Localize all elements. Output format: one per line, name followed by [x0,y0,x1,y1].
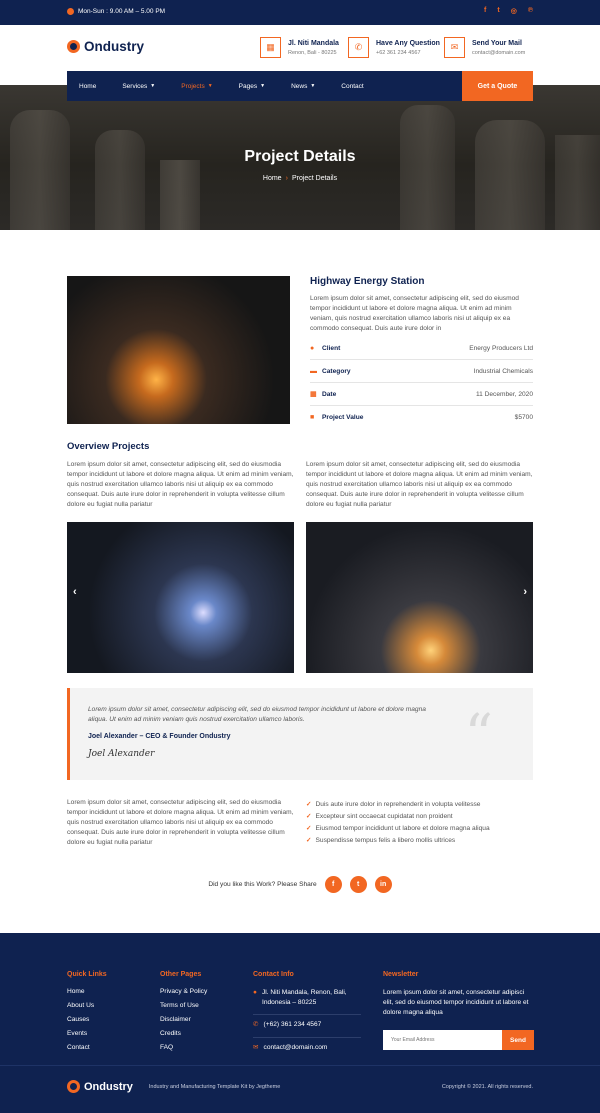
check-icon: ✓ [306,801,312,808]
overview-para-left: Lorem ipsum dolor sit amet, consectetur adipiscing elit, sed do eiusmodia tempor incididunt ut labore et dolore magna aliqua. Ut enim ad minim veniam, quis nostrud exercitation ullamco laboris nisi ut aliquip ex ea commodo consequat. Duis aute irure dolor in reprehenderit in volupta velitesse cillum dolore eu fugiat nulla pariatur [67,461,294,508]
facebook-share-icon[interactable]: f [325,876,342,893]
mail-icon: ✉ [253,1044,259,1051]
gallery-image-2 [306,522,533,673]
money-icon: ■ [310,414,315,421]
header-mail: ✉ Send Your Mail contact@domain.com [444,37,525,58]
detail-row-value: ■ Project Value $5700 [310,414,533,421]
footer-address: ● Jl. Niti Mandala, Renon, Bali, Indonesia – 80225 [253,989,347,1006]
overview-title: Overview Projects [67,441,150,452]
list-item: ✓ Suspendisse tempus felis a libero mollis ultrices [306,836,456,844]
footer-link[interactable]: Causes [67,1016,90,1023]
main-nav [67,71,533,101]
building-icon: ▦ [260,37,281,58]
nav-news[interactable]: News ▼ [291,82,316,90]
newsletter-form [383,1030,534,1050]
nav-pages[interactable]: Pages ▼ [238,82,266,90]
list-item: ✓ Excepteur sint occaecat cupidatat non proident [306,812,453,820]
nav-services[interactable]: Services ▼ [122,82,156,90]
bottom-paragraph: Lorem ipsum dolor sit amet, consectetur adipiscing elit, sed do eiusmodia tempor incididunt ut labore et dolore magna aliqua. Ut enim ad minim veniam, quis nostrud exercitation ullamco laboris nisi ut aliquip ex ea commodo consequat. Duis aute irure dolor in reprehenderit in volupta velitesse cillum dolore eu fugiat nulla pariatur [67,799,294,846]
logo[interactable]: Ondustry [67,39,144,54]
check-icon: ✓ [306,825,312,832]
detail-row-client: ● Client Energy Producers Ltd [310,337,533,360]
footer-link[interactable]: Terms of Use [160,1002,199,1009]
divider [253,1037,361,1038]
share-text: Did you like this Work? Please Share [208,881,317,888]
footer-link[interactable]: Disclaimer [160,1016,191,1023]
nav-items [79,71,390,101]
header-address: ▦ Jl. Niti Mandala Renon, Bali - 80225 [260,37,339,58]
top-bar [0,0,600,25]
check-icon: ✓ [306,837,312,844]
other-pages-title: Other Pages [160,971,202,978]
detail-row-category: ▬ Category Industrial Chemicals [310,360,533,383]
project-description: Lorem ipsum dolor sit amet, consectetur adipiscing elit, sed do eiusmod tempor incididunt ut labore et dolore magna aliqua. Ut enim ad minim veniam, quis nostrud exercitation ullamco laboris nisi ut aliquip ex ea commodo consequat. Duis aute irure dolor in [310,295,519,332]
list-item: ✓ Eiusmod tempor incididunt ut labore et dolore magna aliqua [306,824,490,832]
footer-logo[interactable]: Ondustry [67,1080,133,1093]
check-icon: ✓ [306,813,312,820]
user-icon: ● [310,344,315,352]
chevron-down-icon: ▼ [310,83,316,89]
footer [0,933,600,1113]
detail-row-date: ▦ Date 11 December, 2020 [310,383,533,406]
testimonial-quote [67,688,533,780]
newsletter-title: Newsletter [383,971,419,978]
chevron-down-icon: ▼ [150,83,156,89]
footer-link[interactable]: Home [67,988,85,995]
overview-para-right: Lorem ipsum dolor sit amet, consectetur adipiscing elit, sed do eiusmodia tempor incididunt ut labore et dolore magna aliqua. Ut enim ad minim veniam, quis nostrud exercitation ullamco laboris nisi ut aliquip ex ea commodo consequat. Duis aute irure dolor in reprehenderit in volupta velitesse cillum dolore eu fugiat nulla pariatur [306,461,533,508]
footer-link[interactable]: About Us [67,1002,95,1009]
quote-author: Joel Alexander – CEO & Founder Ondustry [88,733,231,740]
share-bar [0,876,600,893]
phone-icon: ✆ [348,37,369,58]
footer-link[interactable]: Events [67,1030,88,1037]
copyright: Copyright © 2021. All rights reserved. [441,1083,533,1090]
clock-icon [67,8,74,15]
footer-link[interactable]: Credits [160,1030,181,1037]
project-main-image [67,276,290,424]
list-item: ✓ Duis aute irure dolor in reprehenderit in volupta velitesse [306,800,481,808]
nav-home[interactable]: Home [79,82,97,90]
get-quote-button[interactable]: Get a Quote [462,71,533,101]
gear-icon [67,1080,80,1093]
footer-link[interactable]: FAQ [160,1044,174,1051]
footer-divider [0,1065,600,1066]
chevron-down-icon: ▼ [207,83,213,89]
signature: Joel Alexander [88,749,155,759]
quick-links-title: Quick Links [67,971,107,978]
send-button[interactable]: Send [502,1030,534,1050]
nav-contact[interactable]: Contact [341,82,364,90]
chevron-left-icon[interactable]: ‹ [73,586,77,598]
twitter-share-icon[interactable]: t [350,876,367,893]
instagram-icon[interactable]: ◎ [510,8,517,15]
project-title: Highway Energy Station [310,276,425,287]
folder-icon: ▬ [310,367,317,375]
quick-links [67,988,94,1058]
footer-phone[interactable]: ✆ (+62) 361 234 4567 [253,1021,322,1028]
other-pages [160,988,207,1058]
nav-projects[interactable]: Projects ▼ [181,82,213,90]
header [0,25,600,71]
footer-link[interactable]: Privacy & Policy [160,988,208,995]
quote-mark-icon: “ [464,703,493,768]
page-title: Project Details [244,148,356,165]
breadcrumb-current: Project Details [291,175,338,182]
map-pin-icon: ● [253,989,257,996]
newsletter-text: Lorem ipsum dolor sit amet, consectetur adipisci elit, sed do eiusmod tempor incididunt ut labore et dolore magna aliqua [383,989,529,1016]
twitter-icon[interactable]: t [497,7,500,14]
footer-tagline: Industry and Manufacturing Template Kit by Jegtheme [148,1083,281,1090]
contact-info-title: Contact Info [253,971,294,978]
linkedin-share-icon[interactable]: in [375,876,392,893]
breadcrumb [0,175,600,182]
social-links [484,7,533,15]
calendar-icon: ▦ [310,391,317,398]
opening-hours: Mon-Sun : 9.00 AM – 5.00 PM [67,8,165,15]
chevron-right-icon: › [285,175,288,182]
pinterest-icon[interactable]: ℗ [527,7,533,14]
email-input[interactable] [383,1030,502,1050]
footer-bottom [67,1080,533,1093]
quote-text: Lorem ipsum dolor sit amet, consectetur adipiscing elit, sed do eiusmod tempor incididunt ut labore et dolore magna aliqua. Ut enim ad minim veniam quis nostrud exercitation ullamco laboris. [88,706,426,723]
gear-icon [67,40,80,53]
breadcrumb-home[interactable]: Home [262,175,282,182]
footer-email[interactable]: ✉ contact@domain.com [253,1044,328,1051]
chevron-right-icon[interactable]: › [523,586,527,598]
phone-icon: ✆ [253,1021,259,1028]
divider [253,1014,361,1015]
chevron-down-icon: ▼ [260,83,266,89]
mail-icon: ✉ [444,37,465,58]
footer-link[interactable]: Contact [67,1044,90,1051]
gallery-image-1 [67,522,294,673]
header-phone: ✆ Have Any Question +62 361 234 4567 [348,37,440,58]
check-list [306,798,490,846]
facebook-icon[interactable]: f [484,7,487,14]
